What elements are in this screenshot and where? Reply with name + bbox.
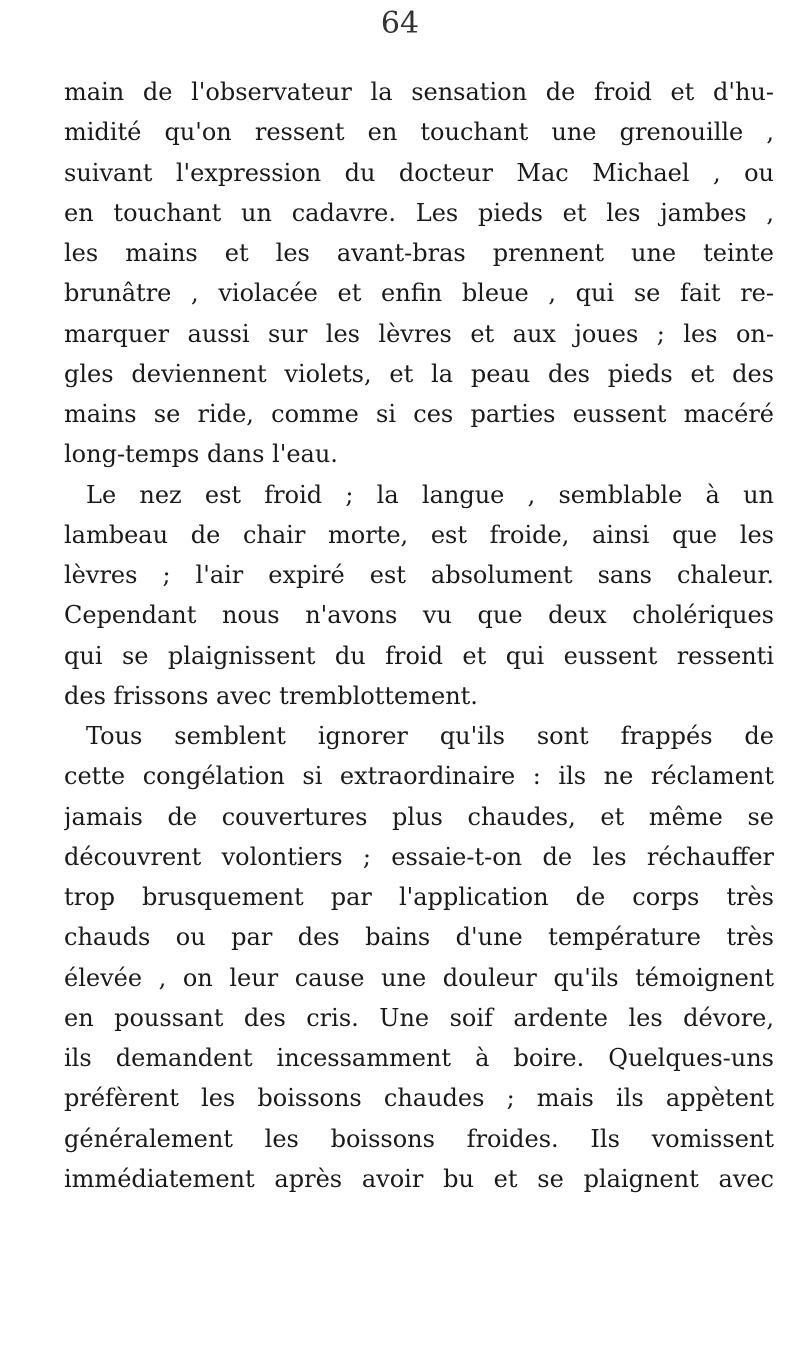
text-line: en poussant des cris. Une soif ardente les dévore,: [64, 1003, 774, 1032]
text-line: ils demandent incessamment à boire. Quelques-uns: [64, 1044, 774, 1072]
text-line: lèvres ; l'air expiré est absolument sans chaleur.: [64, 561, 774, 589]
text-line: midité qu'on ressent en touchant une grenouille ,: [64, 118, 774, 147]
text-line: main de l'observateur la sensation de froid et d'hu-: [64, 78, 774, 106]
text-line: qui se plaignissent du froid et qui eussent ressenti: [64, 641, 774, 670]
text-line: Le nez est froid ; la langue , semblable à un: [86, 480, 774, 509]
text-line: généralement les boissons froides. Ils vomissent: [64, 1124, 774, 1153]
text-line: préfèrent les boissons chaudes ; mais ils appètent: [64, 1084, 774, 1113]
text-line: lambeau de chair morte, est froide, ainsi que les: [64, 520, 774, 549]
text-line: suivant l'expression du docteur Mac Michael , ou: [64, 158, 774, 187]
page-number: 64: [380, 6, 420, 41]
text-line: marquer aussi sur les lèvres et aux joues ; les on-: [64, 319, 774, 348]
body-text: [64, 72, 774, 1199]
text-line: en touchant un cadavre. Les pieds et les jambes ,: [64, 198, 774, 227]
text-line: gles deviennent violets, et la peau des pieds et des: [64, 359, 774, 388]
text-line: les mains et les avant-bras prennent une teinte: [64, 239, 774, 267]
text-line: brunâtre , violacée et enfin bleue , qui se fait re-: [64, 279, 774, 308]
text-line: immédiatement après avoir bu et se plaignent avec: [64, 1164, 774, 1193]
text-line: chauds ou par des bains d'une température très: [64, 923, 774, 952]
text-line: découvrent volontiers ; essaie-t-on de les réchauffer: [64, 842, 774, 871]
text-line: élevée , on leur cause une douleur qu'ils témoignent: [64, 963, 774, 992]
text-line: jamais de couvertures plus chaudes, et même se: [64, 802, 774, 831]
text-line: cette congélation si extraordinaire : ils ne réclament: [64, 762, 774, 791]
text-line: des frissons avec tremblottement.: [64, 681, 478, 710]
text-line: Cependant nous n'avons vu que deux cholériques: [64, 601, 774, 630]
text-line: trop brusquement par l'application de corps très: [64, 883, 774, 911]
text-line: Tous semblent ignorer qu'ils sont frappés de: [86, 722, 774, 750]
text-line: long-temps dans l'eau.: [64, 440, 338, 469]
text-line: mains se ride, comme si ces parties eussent macéré: [64, 400, 774, 428]
